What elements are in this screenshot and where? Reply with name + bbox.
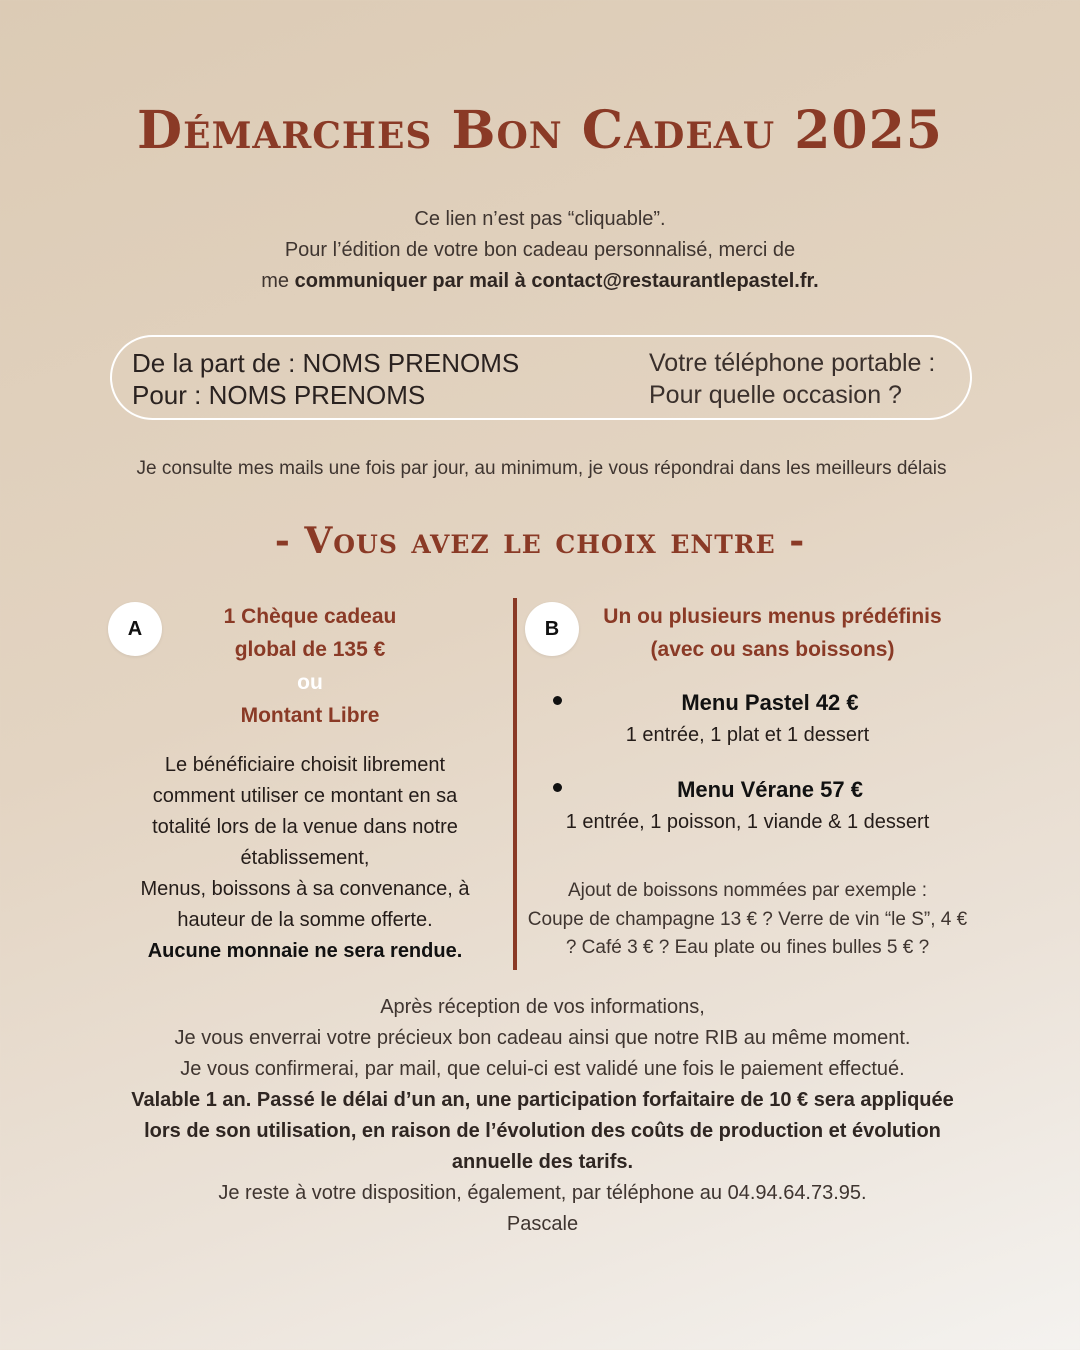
- menu-desc: 1 entrée, 1 poisson, 1 viande & 1 dessert: [565, 811, 930, 833]
- occasion-field: Pour quelle occasion ?: [649, 381, 902, 409]
- to-field: Pour : NOMS PRENOMS: [132, 380, 426, 410]
- intro-line-prefix: me: [261, 270, 295, 292]
- option-a-line: établissement,: [240, 847, 370, 869]
- footer-text: [0, 992, 1080, 1240]
- option-a-line: hauteur de la somme offerte.: [177, 909, 433, 931]
- option-a-heading: global de 135 €: [234, 638, 386, 661]
- intro-line: Ce lien n’est pas “cliquable”.: [414, 208, 666, 230]
- option-a-line: Menus, boissons à sa convenance, à: [140, 878, 470, 900]
- option-b-heading: (avec ou sans boissons): [650, 638, 895, 661]
- intro-line: Pour l’édition de votre bon cadeau personnalisé, merci de: [284, 239, 796, 261]
- validity-note: lors de son utilisation, en raison de l’évolution des coûts de production et évolution: [144, 1120, 941, 1142]
- choice-title: - Vous avez le choix entre -: [274, 520, 806, 562]
- signature: Pascale: [506, 1213, 579, 1235]
- option-a-line: totalité lors de la venue dans notre: [152, 816, 458, 838]
- menu-desc: 1 entrée, 1 plat et 1 dessert: [625, 724, 870, 746]
- footer-line: Je reste à votre disposition, également, par téléphone au 04.94.64.73.95.: [218, 1182, 867, 1204]
- option-a-line: [120, 936, 490, 967]
- bullet-icon: [553, 696, 562, 705]
- validity-note: Valable 1 an. Passé le délai d’un an, une participation forfaitaire de 10 € sera appliquée: [131, 1089, 954, 1111]
- intro-line: [0, 266, 1080, 297]
- page-title: Démarches Bon Cadeau 2025: [137, 100, 943, 161]
- from-field: De la part de : NOMS PRENOMS: [132, 348, 520, 378]
- info-box: [110, 335, 972, 420]
- option-a-heading: 1 Chèque cadeau: [223, 605, 397, 628]
- intro-text: [0, 204, 1080, 297]
- option-a-heading: Montant Libre: [240, 704, 380, 727]
- menu-name: Menu Vérane 57 €: [677, 777, 863, 802]
- bullet-icon: [553, 783, 562, 792]
- column-divider: [513, 598, 517, 970]
- menu-item: [525, 773, 970, 839]
- phone-field: Votre téléphone portable :: [649, 349, 936, 377]
- footer-line: Je vous enverrai votre précieux bon cadeau ainsi que notre RIB au même moment.: [174, 1027, 911, 1049]
- menu-item: [525, 686, 970, 752]
- option-b-heading: Un ou plusieurs menus prédéfinis: [603, 605, 942, 628]
- footer-line: Je vous confirmerai, par mail, que celui-ci est validé une fois le paiement effectué.: [180, 1058, 905, 1080]
- badge-a: A: [108, 602, 162, 656]
- badge-b: B: [525, 602, 579, 656]
- contact-email: communiquer par mail à contact@restaurantlepastel.fr.: [294, 270, 819, 292]
- option-a-or: ou: [297, 671, 323, 694]
- option-a-line: comment utiliser ce montant en sa: [152, 785, 458, 807]
- no-change-warning: Aucune monnaie ne sera rendue.: [147, 940, 463, 962]
- drinks-line: Coupe de champagne 13 € ? Verre de vin “le S”, 4 €: [527, 908, 968, 930]
- option-b: [525, 600, 970, 963]
- drinks-line: Ajout de boissons nommées par exemple :: [567, 880, 928, 901]
- info-right: [649, 347, 935, 411]
- validity-note: annuelle des tarifs.: [451, 1151, 634, 1173]
- option-a-body: [120, 750, 490, 967]
- menu-name: Menu Pastel 42 €: [681, 690, 859, 715]
- mail-note: Je consulte mes mails une fois par jour, au minimum, je vous répondrai dans les meilleurs délais: [136, 458, 947, 479]
- info-left: [132, 347, 519, 411]
- footer-line: Après réception de vos informations,: [380, 996, 705, 1018]
- option-a: [120, 600, 490, 967]
- drinks-line: ? Café 3 € ? Eau plate ou fines bulles 5 € ?: [565, 937, 930, 958]
- option-a-line: Le bénéficiaire choisit librement: [164, 754, 446, 776]
- drinks-note: [525, 877, 970, 963]
